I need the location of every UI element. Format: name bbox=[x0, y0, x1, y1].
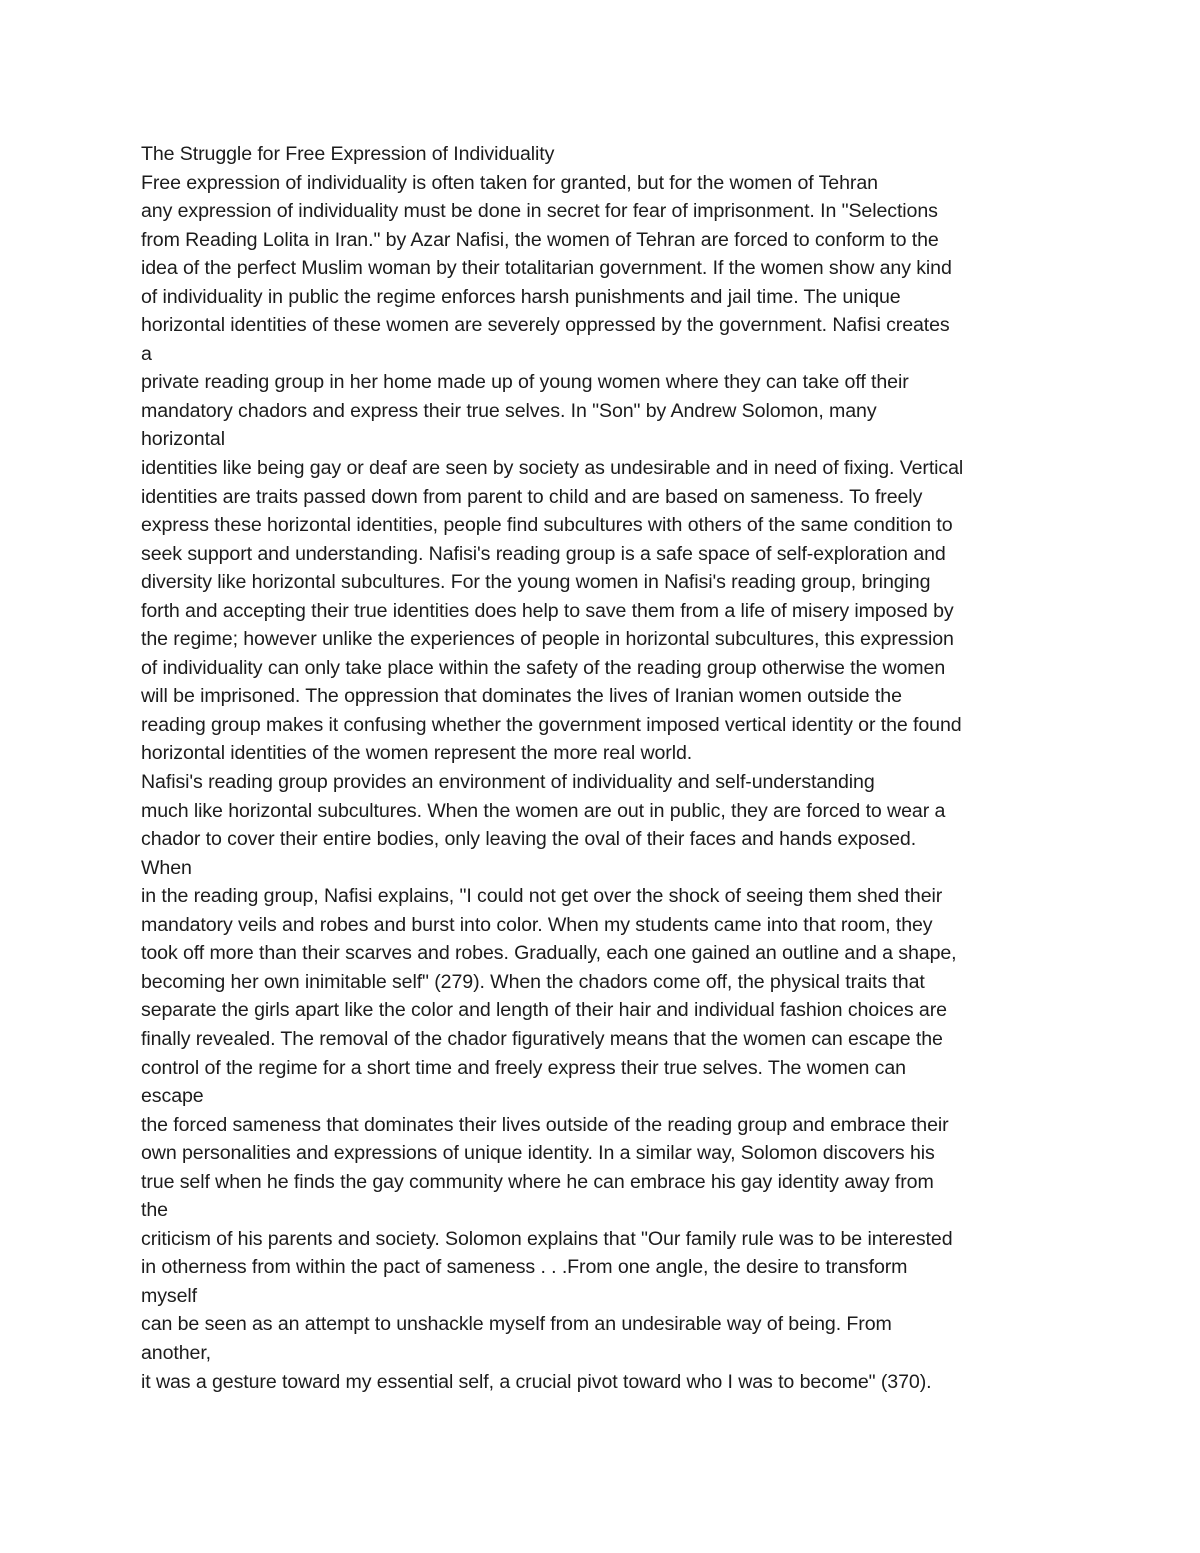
text-line: forth and accepting their true identities does help to save them from a life of misery imposed by bbox=[141, 599, 954, 622]
text-line: in otherness from within the pact of sameness . . .From one angle, the desire to transform bbox=[141, 1256, 908, 1279]
text-line: the bbox=[141, 1199, 168, 1222]
text-line: can be seen as an attempt to unshackle myself from an undesirable way of being. From bbox=[141, 1313, 892, 1336]
text-line: in the reading group, Nafisi explains, "I could not get over the shock of seeing them shed their bbox=[141, 885, 943, 908]
text-line: will be imprisoned. The oppression that dominates the lives of Iranian women outside the bbox=[141, 685, 902, 708]
text-line: mandatory veils and robes and burst into color. When my students came into that room, they bbox=[141, 913, 933, 936]
text-line: Nafisi's reading group provides an environment of individuality and self-understanding bbox=[141, 771, 875, 794]
text-line: a bbox=[141, 342, 152, 365]
text-line: becoming her own inimitable self" (279). When the chadors come off, the physical traits that bbox=[141, 970, 925, 993]
text-line: control of the regime for a short time and freely express their true selves. The women can bbox=[141, 1056, 906, 1079]
text-line: of individuality can only take place within the safety of the reading group otherwise the women bbox=[141, 656, 946, 679]
text-line: horizontal identities of these women are severely oppressed by the government. Nafisi creates bbox=[141, 314, 950, 337]
text-line: express these horizontal identities, people find subcultures with others of the same condition to bbox=[141, 514, 953, 537]
text-line: seek support and understanding. Nafisi's reading group is a safe space of self-exploration and bbox=[141, 542, 946, 565]
text-line: myself bbox=[141, 1284, 198, 1307]
essay-title: The Struggle for Free Expression of Individuality bbox=[141, 143, 555, 165]
text-line: took off more than their scarves and robes. Gradually, each one gained an outline and a shape, bbox=[141, 942, 957, 965]
text-line: much like horizontal subcultures. When the women are out in public, they are forced to wear a bbox=[141, 799, 946, 822]
text-line: identities like being gay or deaf are seen by society as undesirable and in need of fixing. Vertical bbox=[141, 457, 964, 480]
text-line: another, bbox=[141, 1341, 212, 1364]
text-line: own personalities and expressions of unique identity. In a similar way, Solomon discovers his bbox=[141, 1142, 935, 1165]
text-line: finally revealed. The removal of the chador figuratively means that the women can escape the bbox=[141, 1027, 943, 1050]
text-line: it was a gesture toward my essential self, a crucial pivot toward who I was to become" (370). bbox=[141, 1370, 932, 1393]
text-line: idea of the perfect Muslim woman by their totalitarian government. If the women show any kind bbox=[141, 257, 952, 280]
text-line: mandatory chadors and express their true selves. In "Son" by Andrew Solomon, many bbox=[141, 399, 877, 422]
text-line: true self when he finds the gay community where he can embrace his gay identity away from bbox=[141, 1170, 934, 1193]
text-line: the forced sameness that dominates their lives outside of the reading group and embrace their bbox=[141, 1113, 949, 1136]
essay-body bbox=[141, 140, 1141, 1396]
text-line: horizontal bbox=[141, 428, 225, 451]
text-line: from Reading Lolita in Iran." by Azar Nafisi, the women of Tehran are forced to conform to the bbox=[141, 228, 939, 251]
text-line: identities are traits passed down from parent to child and are based on sameness. To freely bbox=[141, 485, 923, 508]
text-line: escape bbox=[141, 1085, 204, 1108]
text-line: horizontal identities of the women represent the more real world. bbox=[141, 742, 693, 765]
text-line: criticism of his parents and society. Solomon explains that "Our family rule was to be interested bbox=[141, 1227, 953, 1250]
text-line: of individuality in public the regime enforces harsh punishments and jail time. The unique bbox=[141, 285, 901, 308]
text-line: separate the girls apart like the color and length of their hair and individual fashion choices are bbox=[141, 999, 947, 1022]
text-line: private reading group in her home made up of young women where they can take off their bbox=[141, 371, 909, 394]
text-line: Free expression of individuality is often taken for granted, but for the women of Tehran bbox=[141, 171, 878, 194]
text-line: the regime; however unlike the experiences of people in horizontal subcultures, this expression bbox=[141, 628, 954, 651]
text-line: reading group makes it confusing whether the government imposed vertical identity or the found bbox=[141, 713, 962, 736]
text-line: When bbox=[141, 856, 192, 879]
text-line: any expression of individuality must be done in secret for fear of imprisonment. In "Selections bbox=[141, 200, 938, 223]
text-line: chador to cover their entire bodies, only leaving the oval of their faces and hands exposed. bbox=[141, 828, 917, 851]
text-line: diversity like horizontal subcultures. For the young women in Nafisi's reading group, bringing bbox=[141, 571, 931, 594]
